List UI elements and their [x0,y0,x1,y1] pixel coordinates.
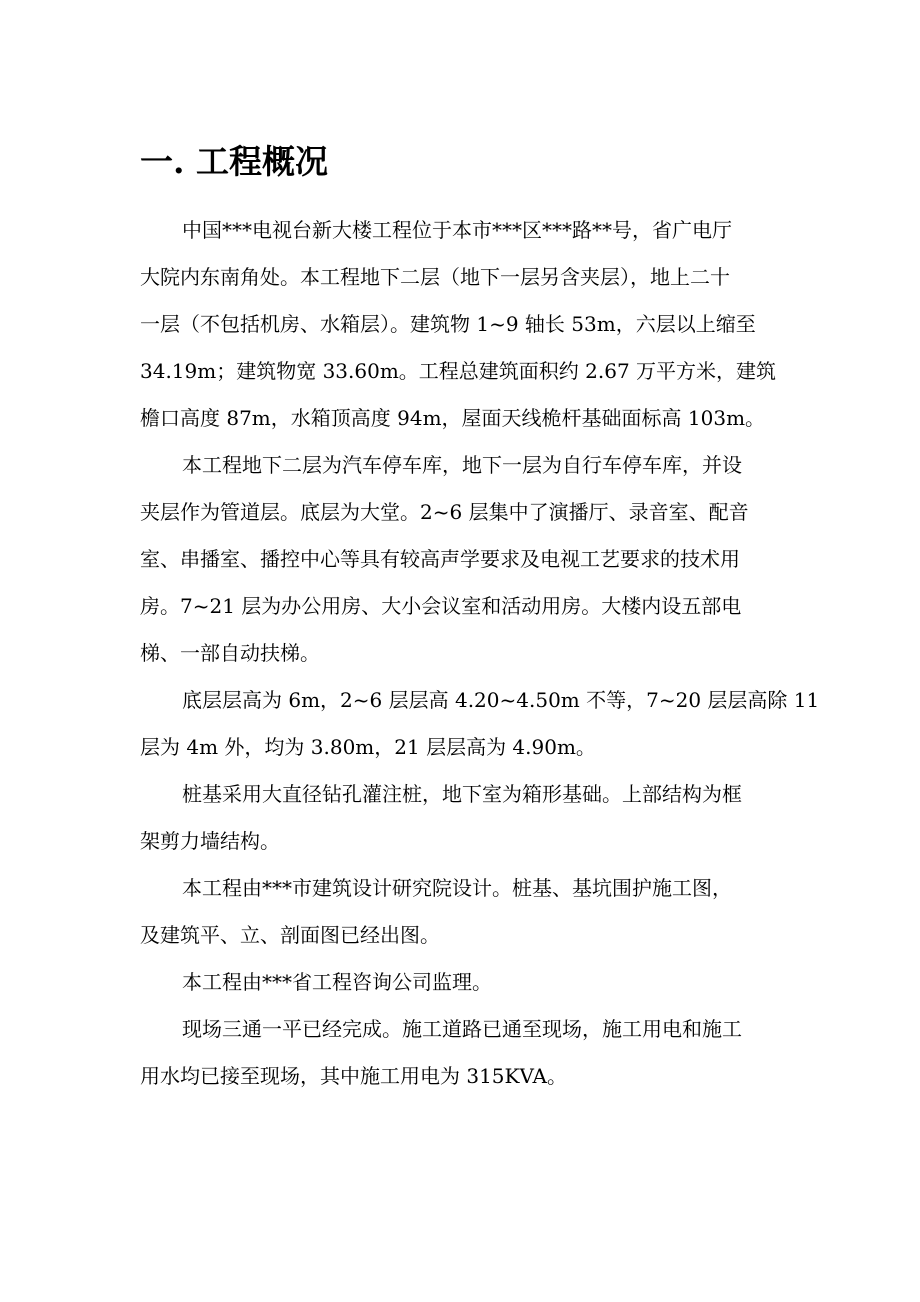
text-line: 一层（不包括机房、水箱层）。建筑物 1~9 轴长 53m，六层以上缩至 [140,312,756,336]
text-line: 夹层作为管道层。底层为大堂。2~6 层集中了演播厅、录音室、配音 [140,500,749,524]
text-line: 架剪力墙结构。 [140,829,280,853]
text-line: 房。7~21 层为办公用房、大小会议室和活动用房。大楼内设五部电 [140,594,742,618]
text-line: 大院内东南角处。本工程地下二层（地下一层另含夹层），地上二十 [140,265,730,289]
paragraph-site-readiness [140,1006,784,1100]
paragraph-floor-usage [140,442,784,677]
text-line: 本工程地下二层为汽车停车库，地下一层为自行车停车库，并设 [182,453,742,477]
text-line: 层为 4m 外，均为 3.80m，21 层层高为 4.90m。 [140,735,596,759]
text-line: 现场三通一平已经完成。施工道路已通至现场，施工用电和施工 [182,1017,742,1041]
text-line: 桩基采用大直径钻孔灌注桩，地下室为箱形基础。上部结构为框 [182,782,742,806]
text-line: 底层层高为 6m，2~6 层层高 4.20~4.50m 不等，7~20 层层高除 11 [182,688,820,712]
text-line: 用水均已接至现场，其中施工用电为 315KVA。 [140,1064,568,1088]
text-line: 本工程由***省工程咨询公司监理。 [182,970,492,994]
text-line: 室、串播室、播控中心等具有较高声学要求及电视工艺要求的技术用 [140,547,740,571]
text-line: 檐口高度 87m，水箱顶高度 94m，屋面天线桅杆基础面标高 103m。 [140,406,766,430]
text-line: 本工程由***市建筑设计研究院设计。桩基、基坑围护施工图， [182,876,732,900]
paragraph-overview [140,207,784,442]
text-line: 及建筑平、立、剖面图已经出图。 [140,923,440,947]
paragraph-supervision [140,959,784,1006]
text-line: 34.19m；建筑物宽 33.60m。工程总建筑面积约 2.67 万平方米，建筑 [140,359,777,383]
paragraph-floor-heights [140,677,820,771]
paragraph-foundation [140,771,784,865]
text-line: 中国***电视台新大楼工程位于本市***区***路**号，省广电厅 [182,218,732,242]
section-heading: 一. 工程概况 [140,142,328,181]
text-line: 梯、一部自动扶梯。 [140,641,320,665]
paragraph-design [140,865,784,959]
document-body [140,207,820,1100]
